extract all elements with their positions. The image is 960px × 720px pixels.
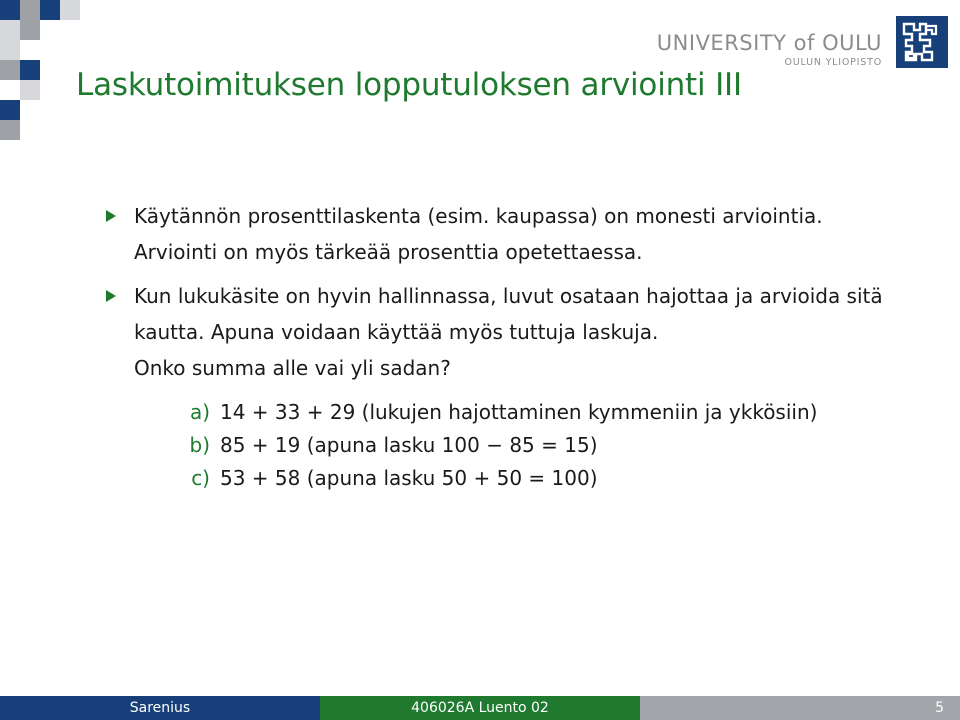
task-item [134, 462, 894, 495]
task-list [134, 396, 894, 495]
task-label: a) [189, 400, 210, 424]
logo-name: UNIVERSITY of OULU [656, 31, 882, 55]
task-item [134, 396, 894, 429]
triangle-bullet-icon [106, 290, 116, 302]
triangle-bullet-icon [106, 210, 116, 222]
slide-title: Laskutoimituksen lopputuloksen arviointi III [76, 67, 742, 103]
bullet-item [104, 278, 894, 495]
slide-content [104, 198, 894, 503]
university-emblem-icon [896, 16, 948, 68]
footer-course: 406026A Luento 02 [320, 696, 640, 720]
bullet-text: Kun lukukäsite on hyvin hallinnassa, luvut osataan hajottaa ja arvioida sitä kautta. Apuna voidaan käyttää myös tuttuja laskuja. [134, 284, 883, 344]
logo-subtitle: OULUN YLIOPISTO [784, 57, 882, 68]
footer-page-number: 5 [640, 696, 960, 720]
bullet-question: Onko summa alle vai yli sadan? [134, 356, 451, 380]
task-text: 53 + 58 (apuna lasku 50 + 50 = 100) [220, 466, 598, 490]
task-text: 85 + 19 (apuna lasku 100 − 85 = 15) [220, 433, 598, 457]
logo-wordmark [657, 32, 882, 70]
bullet-text: Käytännön prosenttilaskenta (esim. kaupassa) on monesti arviointia. Arviointi on myös tärkeää prosenttia opetettaessa. [134, 204, 823, 264]
task-item [134, 429, 894, 462]
slide-footer [0, 696, 960, 720]
footer-author: Sarenius [0, 696, 320, 720]
bullet-item [104, 198, 894, 270]
corner-decoration [0, 0, 80, 140]
task-label: c) [191, 466, 210, 490]
university-logo [657, 16, 948, 72]
task-label: b) [189, 433, 210, 457]
task-text: 14 + 33 + 29 (lukujen hajottaminen kymmeniin ja ykkösiin) [220, 400, 818, 424]
